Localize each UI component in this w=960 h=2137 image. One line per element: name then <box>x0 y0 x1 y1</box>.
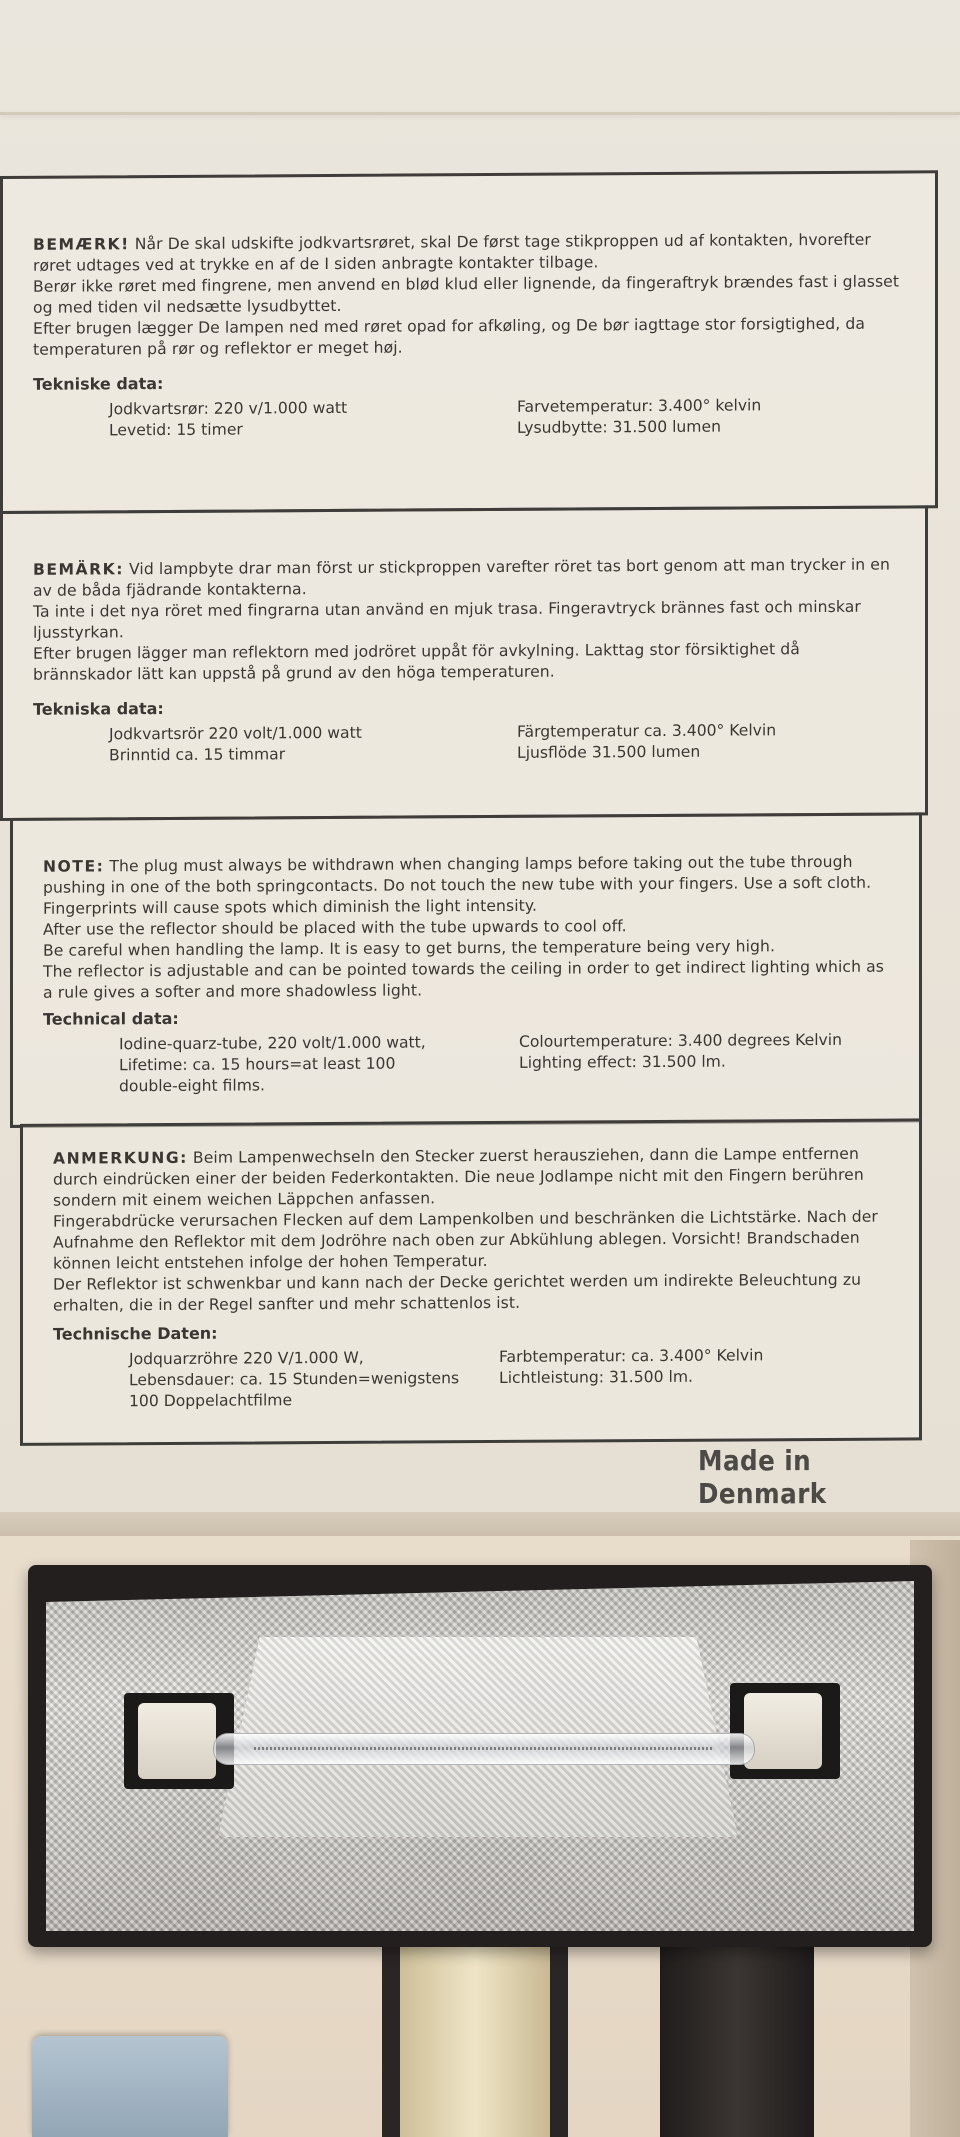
section-english-line: Be careful when handling the lamp. It is easy to get burns, the temperature being very high. <box>43 937 776 960</box>
td-value: Lifetime: ca. 15 hours=at least 100 <box>119 1054 396 1075</box>
lamp-accessory <box>32 2036 228 2137</box>
right-socket-cap <box>744 1693 822 1769</box>
td-value: Jodkvartsrør: 220 v/1.000 watt <box>109 398 348 419</box>
section-english-line: The reflector is adjustable and can be pointed towards the ceiling in order to get indirect lighting which as a rule gives a softer and more shadowless light. <box>43 957 884 1002</box>
section-swedish-text: BEMÄRK: Vid lampbyte drar man först ur stickproppen varefter röret tas bort genom att man trycker in en av de båda fjädrande kontakterna. <box>33 555 890 600</box>
section-german-lead: ANMERKUNG: <box>53 1148 188 1168</box>
td-value: Levetid: 15 timer <box>109 420 243 440</box>
instruction-leaflet <box>0 170 938 1452</box>
td-value: Ljusflöde 31.500 lumen <box>517 742 701 762</box>
section-german-line: Der Reflektor ist schwenkbar und kann nach der Decke gerichtet werden um indirekte Beleuchtung zu erhalten, die in der Regel sanfter und mehr schattenlos ist. <box>53 1270 862 1315</box>
section-german-tech-data <box>53 1345 889 1416</box>
section-english-tech-data <box>43 1030 889 1101</box>
tube-filament <box>254 1747 714 1750</box>
td-value: Iodine-quarz-tube, 220 volt/1.000 watt, <box>119 1033 426 1054</box>
td-value: Lysudbytte: 31.500 lumen <box>517 417 721 437</box>
td-value: Lichtleistung: 31.500 lm. <box>499 1367 693 1387</box>
section-danish-tech-data <box>33 394 905 455</box>
section-danish-text: BEMÆRK! Når De skal udskifte jodkvartsrøret, skal De først tage stikproppen ud af kontakten, hvorefter røret udtages ved at trykke en af de I siden anbragte kontakter tilbage. <box>33 230 871 275</box>
td-value: Lighting effect: 31.500 lm. <box>519 1052 726 1072</box>
section-danish-line: Efter brugen lægger De lampen ned med røret opad for afkøling, og De bør iagttage stor forsigtighed, da temperaturen på rør og reflektor er meget høj. <box>33 314 866 359</box>
lamp-bracket <box>660 1920 814 2137</box>
section-german <box>20 1118 922 1446</box>
section-swedish-lead: BEMÄRK: <box>33 560 124 579</box>
td-value: Färgtemperatur ca. 3.400° Kelvin <box>517 721 777 741</box>
td-value: Jodquarzröhre 220 V/1.000 W, <box>129 1348 364 1369</box>
section-danish-line: Berør ikke røret med fingrene, men anvend en blød klud eller lignende, da fingeraftryk brændes fast i glasset og med tiden vil nedsætte lysudbyttet. <box>33 272 900 317</box>
td-value: 100 Doppelachtfilme <box>129 1391 293 1411</box>
td-value: Farbtemperatur: ca. 3.400° Kelvin <box>499 1346 764 1366</box>
section-english-line: After use the reflector should be placed with the tube upwards to cool off. <box>43 917 627 939</box>
section-german-line: Fingerabdrücke verursachen Flecken auf dem Lampenkolben und beschränken die Lichtstärke. Nach der Aufnahme den Reflektor mit dem Jodröhre nach oben zur Abkühlung ablegen. Vorsicht! Brandschaden können leicht entstehen infolge der hohen Temperatur. <box>53 1207 878 1273</box>
section-english-td-title: Technical data: <box>43 1008 179 1029</box>
section-english-lead: NOTE: <box>43 857 105 876</box>
section-swedish-td-title: Tekniska data: <box>33 698 164 719</box>
td-value: Lebensdauer: ca. 15 Stunden=wenigstens <box>129 1369 460 1390</box>
section-danish-td-title: Tekniske data: <box>33 374 164 394</box>
td-value: Jodkvartsrör 220 volt/1.000 watt <box>109 723 362 744</box>
lamp-handle <box>400 1930 550 2137</box>
section-danish <box>0 170 938 514</box>
lid-fold-line <box>0 112 960 115</box>
section-swedish <box>0 505 928 821</box>
section-english <box>10 812 922 1128</box>
made-in-label: Made in Denmark <box>698 1444 827 1510</box>
section-swedish-line: Ta inte i det nya röret med fingrarna utan använd en mjuk trasa. Fingeravtryck brännes fast och minskar ljusstyrkan. <box>33 597 861 642</box>
section-swedish-tech-data <box>33 720 895 781</box>
section-swedish-line: Efter brugen lägger man reflektorn med jodröret uppåt för avkylning. Lakttag stor försiktighet då brännskador lätt kan uppstå på grund av den höga temperaturen. <box>33 640 800 684</box>
left-socket-cap <box>138 1703 216 1779</box>
section-german-td-title: Technische Daten: <box>53 1323 218 1344</box>
right-socket <box>730 1683 840 1779</box>
quartz-tube <box>213 1733 755 1765</box>
td-value: double-eight films. <box>119 1076 265 1096</box>
lamp-head <box>28 1565 932 1947</box>
td-value: Colourtemperature: 3.400 degrees Kelvin <box>519 1030 842 1051</box>
section-english-text: NOTE: The plug must always be withdrawn when changing lamps before taking out the tube through pushing in one of the both springcontacts. Do not touch the new tube with your fingers. Use a soft cloth. Fingerprints will cause spots which diminish the light intensity. <box>43 852 872 918</box>
td-value: Brinntid ca. 15 timmar <box>109 745 286 765</box>
section-danish-lead: BEMÆRK! <box>33 235 130 254</box>
section-german-text: ANMERKUNG: Beim Lampenwechseln den Stecker zuerst herausziehen, dann die Lampe entfernen durch eindrücken einer der beiden Federkontakten. Die neue Jodlampe nicht mit den Fingern berühren sondern mit einem weichen Läppchen anfassen. <box>53 1144 864 1210</box>
td-value: Farvetemperatur: 3.400° kelvin <box>517 396 762 416</box>
